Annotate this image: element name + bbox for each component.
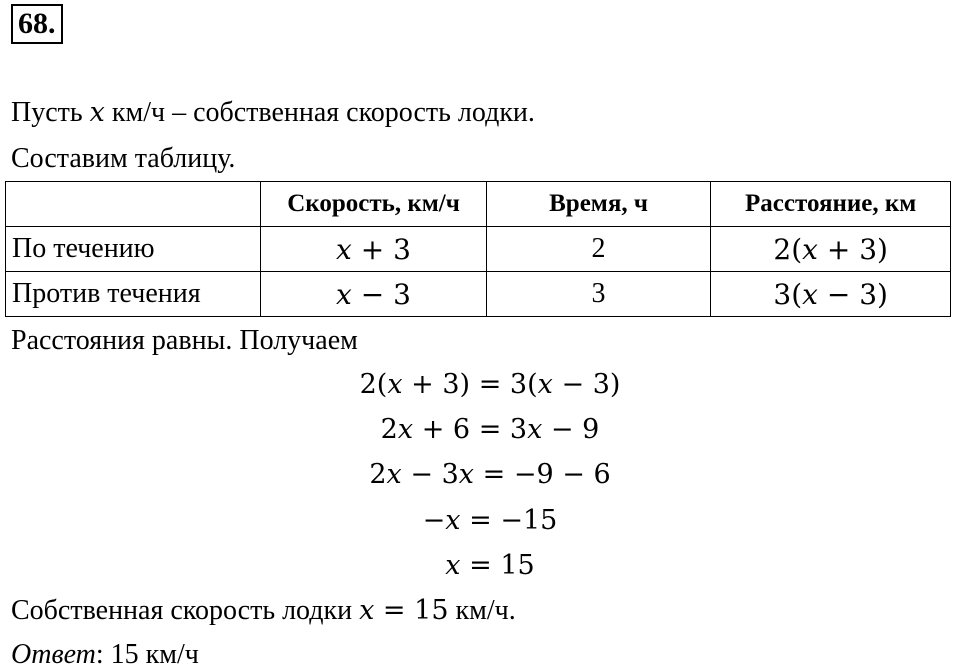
table-header-speed: Скорость, км/ч (261, 182, 486, 227)
cell-time: 2 (486, 227, 711, 272)
cell-speed: x + 3 (261, 227, 486, 272)
cell-time: 3 (486, 272, 711, 317)
conclusion-line (11, 594, 516, 628)
intro-let-line (11, 96, 535, 130)
equation-4: −x = −15 (422, 505, 558, 536)
table-row (6, 272, 951, 317)
conclusion-suffix: км/ч. (448, 595, 516, 626)
equal-text: Расстояния равны. Получаем (11, 325, 358, 356)
equation-2: 2x + 6 = 3x − 9 (380, 414, 600, 445)
data-table (5, 181, 951, 317)
row-label-upstream: Против течения (6, 272, 261, 317)
conclusion-math: x = 15 (359, 595, 449, 626)
let-suffix: км/ч – собственная скорость лодки. (104, 97, 535, 128)
cell-distance: 2(x + 3) (711, 227, 951, 272)
equation-5: x = 15 (445, 550, 535, 581)
answer-line (11, 638, 199, 672)
table-header-time: Время, ч (486, 182, 711, 227)
let-variable: x (89, 97, 105, 128)
table-header-empty (6, 182, 261, 227)
table-row (6, 227, 951, 272)
equation-3: 2x − 3x = −9 − 6 (369, 459, 611, 490)
let-prefix: Пусть (11, 97, 90, 128)
answer-label: Ответ (11, 639, 96, 670)
cell-speed: x − 3 (261, 272, 486, 317)
equation-1: 2(x + 3) = 3(x − 3) (359, 369, 621, 400)
table-header-distance: Расстояние, км (711, 182, 951, 227)
row-label-downstream: По течению (6, 227, 261, 272)
table-prompt: Составим таблицу. (11, 143, 236, 174)
table-header-row (6, 182, 951, 227)
answer-value: : 15 км/ч (95, 639, 199, 670)
conclusion-prefix: Собственная скорость лодки (11, 595, 360, 626)
cell-distance: 3(x − 3) (711, 272, 951, 317)
problem-number: 68. (11, 4, 63, 44)
